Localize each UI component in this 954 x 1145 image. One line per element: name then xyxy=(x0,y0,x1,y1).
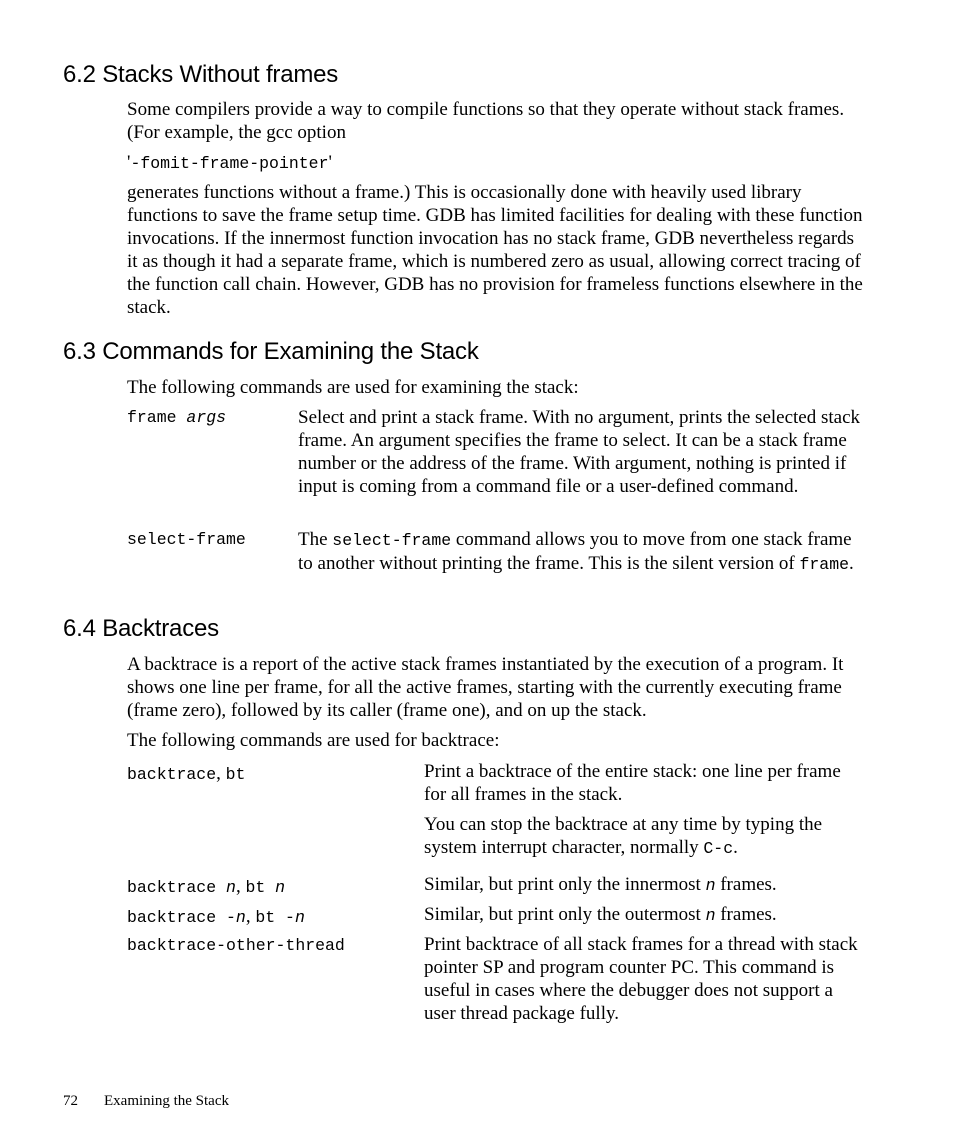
term-frame-arg: args xyxy=(186,408,227,427)
def-select-frame xyxy=(298,528,868,576)
def-text: You can stop the backtrace at any time by typing the system interrupt character, normally xyxy=(424,814,823,858)
option-code: -fomit-frame-pointer xyxy=(130,154,329,173)
inline-code-select-frame: select-frame xyxy=(332,531,452,550)
def-backtrace-n xyxy=(424,873,864,897)
page-footer xyxy=(63,1093,229,1110)
term-frame xyxy=(127,408,226,427)
def-backtrace-1: Print a backtrace of the entire stack: one line per frame for all frames in the stack. xyxy=(424,761,841,805)
term-arg: n xyxy=(294,908,305,927)
term-alias: bt - xyxy=(255,908,295,927)
inline-arg: n xyxy=(705,876,716,895)
term-backtrace-minus-n xyxy=(127,905,305,928)
term-cmd: backtrace - xyxy=(127,908,236,927)
term-backtrace-other-thread: backtrace-other-thread xyxy=(127,936,345,955)
option-line xyxy=(127,151,332,175)
def-text: command allows you to move from one stack frame to another without printing the frame. This is the silent version of xyxy=(298,529,852,574)
inline-arg: n xyxy=(705,906,716,925)
section-heading-6-2: 6.2 Stacks Without frames xyxy=(63,61,339,88)
paragraph-backtrace-commands: The following commands are used for backtrace: xyxy=(127,730,500,751)
term-cmd: backtrace xyxy=(127,878,227,897)
chapter-title: Examining the Stack xyxy=(104,1093,229,1109)
term-alias: bt xyxy=(245,878,276,897)
section-heading-6-4: 6.4 Backtraces xyxy=(63,615,219,642)
term-backtrace-cmd: backtrace xyxy=(127,765,217,784)
def-text: Similar, but print only the innermost xyxy=(424,874,706,895)
term-arg: n xyxy=(275,878,286,897)
term-backtrace-n xyxy=(127,875,285,898)
quote-open: ' xyxy=(127,152,131,173)
def-text: Similar, but print only the outermost xyxy=(424,904,706,925)
term-sep: , xyxy=(245,906,256,927)
page-number: 72 xyxy=(63,1093,78,1109)
term-arg: n xyxy=(226,878,236,897)
term-arg: n xyxy=(235,908,246,927)
def-text: . xyxy=(733,837,738,858)
def-text: . xyxy=(849,553,854,574)
inline-code-frame: frame xyxy=(799,555,849,574)
term-bt-alias: bt xyxy=(225,765,246,784)
def-backtrace-other-thread: Print backtrace of all stack frames for a thread with stack pointer SP and program counter PC. This command is useful in cases where the debugger does not support a user thread package fully. xyxy=(424,934,858,1024)
def-frame: Select and print a stack frame. With no argument, prints the selected stack frame. An argument specifies the frame to select. It can be a stack frame number or the address of the frame. With argument, nothing is printed if input is coming from a command file or a user-defined command. xyxy=(298,407,861,497)
term-backtrace xyxy=(127,762,245,785)
paragraph-frameless: generates functions without a frame.) This is occasionally done with heavily used library functions to save the frame setup time. GDB has limited facilities for dealing with these function invocations. If the innermost function invocation has no stack frame, GDB nevertheless regards it as though it had a separate frame, which is numbered zero as usual, allowing correct tracing of the function call chain. However, GDB has no provision for frameless functions elsewhere in the stack. xyxy=(127,182,863,318)
def-backtrace-2 xyxy=(424,813,864,860)
term-sep: , xyxy=(235,876,246,897)
def-backtrace-minus-n xyxy=(424,903,864,927)
paragraph-examine-intro: The following commands are used for examining the stack: xyxy=(127,377,579,398)
quote-close: ' xyxy=(328,152,332,173)
paragraph-stack-intro: Some compilers provide a way to compile functions so that they operate without stack frames. (For example, the gcc option xyxy=(127,99,845,143)
inline-code-cc: C-c xyxy=(703,839,734,858)
def-text: frames. xyxy=(715,904,777,925)
term-sep: , xyxy=(216,763,226,784)
section-heading-6-3: 6.3 Commands for Examining the Stack xyxy=(63,338,479,365)
term-frame-cmd: frame xyxy=(127,408,177,427)
def-text: The xyxy=(298,529,333,550)
paragraph-backtrace-intro: A backtrace is a report of the active stack frames instantiated by the execution of a program. It shows one line per frame, for all the active frames, starting with the currently executing frame (frame zero), followed by its caller (frame one), and on up the stack. xyxy=(127,654,844,721)
term-select-frame: select-frame xyxy=(127,530,246,549)
def-text: frames. xyxy=(715,874,777,895)
